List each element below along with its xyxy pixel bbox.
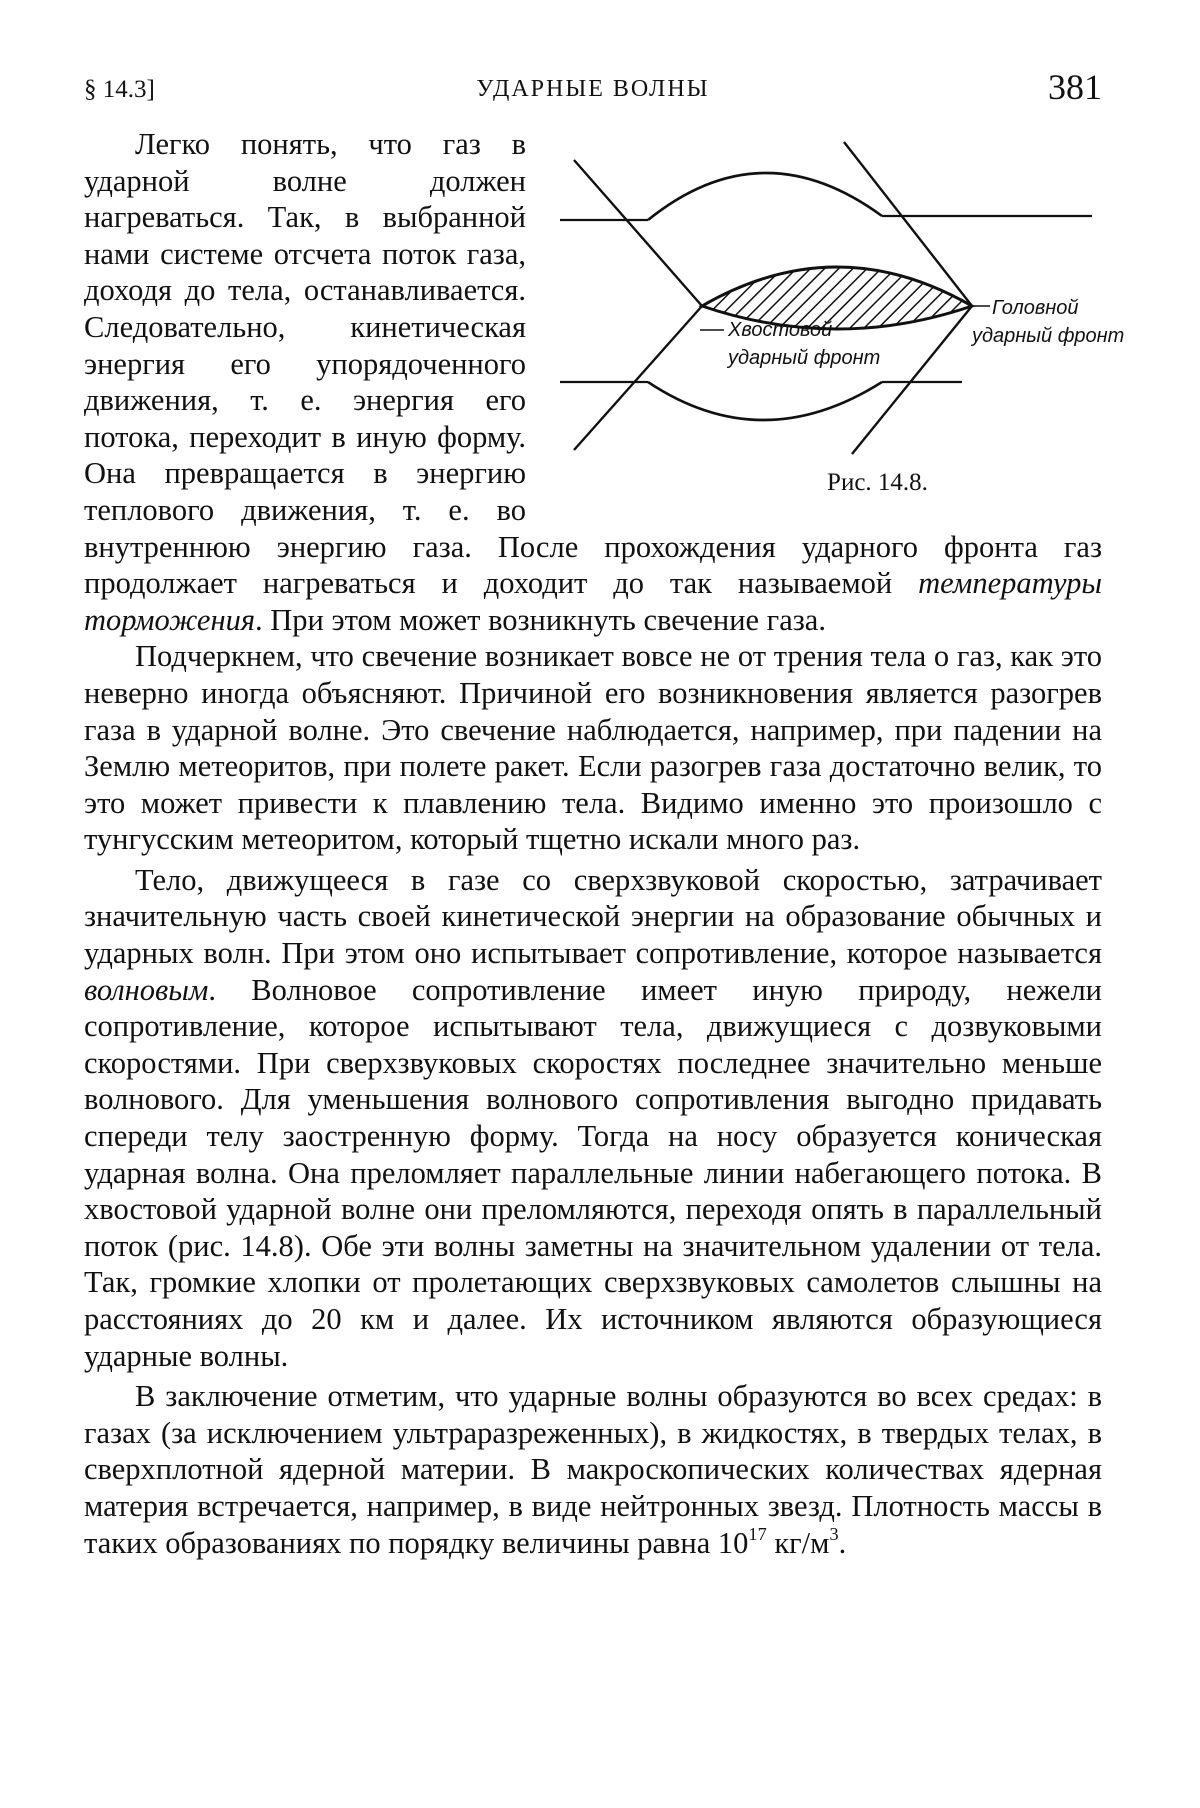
paragraph-3-text-b: . Волновое сопротивление имеет иную природу, нежели сопротивление, которое испытывают тела, движущиеся с дозвуковыми скоростями. При сверхзвуковых скоростях последнее значительно меньше волнового. Для уменьшения волнового сопротивления выгодно придавать спереди телу заостренную форму. Тогда на носу образуется коническая ударная волна. Она преломляет параллельные линии набегающего потока. В хвостовой ударной волне они преломляются, переходя опять в параллельный поток (рис. 14.8). Обе эти волны заметны на значительном удалении от тела. Так, громкие хлопки от пролетающих сверхзвуковых самолетов слышны на расстояниях до 20 км и далее. Их источником являются образующиеся ударные волны. <box>84 972 1102 1373</box>
paragraph-4 <box>84 1378 1102 1561</box>
paragraph-1-text-a: Легко понять, что газ в ударной волне должен нагреваться. Так, в выбранной нами системе отсчета поток газа, доходя до тела, останавливается. Следовательно, кинетическая энергия его упорядоченного движения, т. е. энергия его потока, переходит в иную форму. Она превращается в энергию теплового движения, т. е. во внутреннюю энергию газа. После прохождения ударного фронта газ продолжает нагреваться и доходит до так называемой <box>84 127 1102 601</box>
tail-shock-label-line2: ударный фронт <box>728 347 881 369</box>
term-stagnation-temperature: температуры торможения <box>84 566 1102 637</box>
paragraph-1-text-b: . При этом может возникнуть свечение газа. <box>255 602 826 637</box>
tail-shock-label-line1: Хвостовой <box>728 319 833 341</box>
lower-flow-curve <box>648 382 882 420</box>
paragraph-1 <box>84 126 1125 638</box>
upper-flow-curve <box>648 173 882 220</box>
paragraph-3-text-a: Тело, движущееся в газе со сверхзвуковой скоростью, затрачивает значительную часть своей кинетической энергии на образование обычных и ударных волн. При этом оно испытывает сопротивление, которое называется <box>84 862 1102 971</box>
head-shock-label-line1: Головной <box>992 297 1079 319</box>
head-shock-label-line2: ударный фронт <box>972 325 1125 347</box>
paragraph-4-text-a: В заключение отметим, что ударные волны образуются во всех средах: в газах (за исключением ультраразреженных), в жидкостях, в твердых телах, в сверхплотной ядерной материи. В макроскопических количествах ядерная материя встречается, например, в виде нейтронных звезд. Плотность массы в таких образованиях по порядку величины равна 10 <box>84 1379 1102 1560</box>
tail-shock-line-2 <box>574 306 702 450</box>
figure-caption: Рис. 14.8. <box>827 469 928 497</box>
page-number: 381 <box>1048 67 1102 107</box>
running-title: УДАРНЫЕ ВОЛНЫ <box>476 76 710 102</box>
running-head <box>84 66 1102 112</box>
tail-shock-line-1 <box>574 160 702 306</box>
density-exponent: 17 <box>748 1523 767 1544</box>
paragraph-3 <box>84 862 1102 1374</box>
section-number: § 14.3] <box>84 76 155 103</box>
term-wave-drag: волновым <box>84 972 209 1007</box>
density-unit: кг/м <box>766 1525 830 1560</box>
paragraph-2: Подчеркнем, что свечение возникает вовсе не от трения тела о газ, как это неверно иногда объясняют. Причиной его возникновения является разогрев газа в ударной волне. Это свечение наблюдается, например, при падении на Землю метеоритов, при полете ракет. Если разогрев газа достаточно велик, то это может привести к плавлению тела. Видимо именно это произошло с тунгусским метеоритом, который тщетно искали много раз. <box>84 639 1102 857</box>
shock-wave-diagram <box>552 130 1125 460</box>
unit-exponent: 3 <box>829 1523 839 1544</box>
paragraph-4-end: . <box>838 1525 847 1560</box>
figure-14-8 <box>552 130 1125 508</box>
body-text <box>84 126 1125 1561</box>
